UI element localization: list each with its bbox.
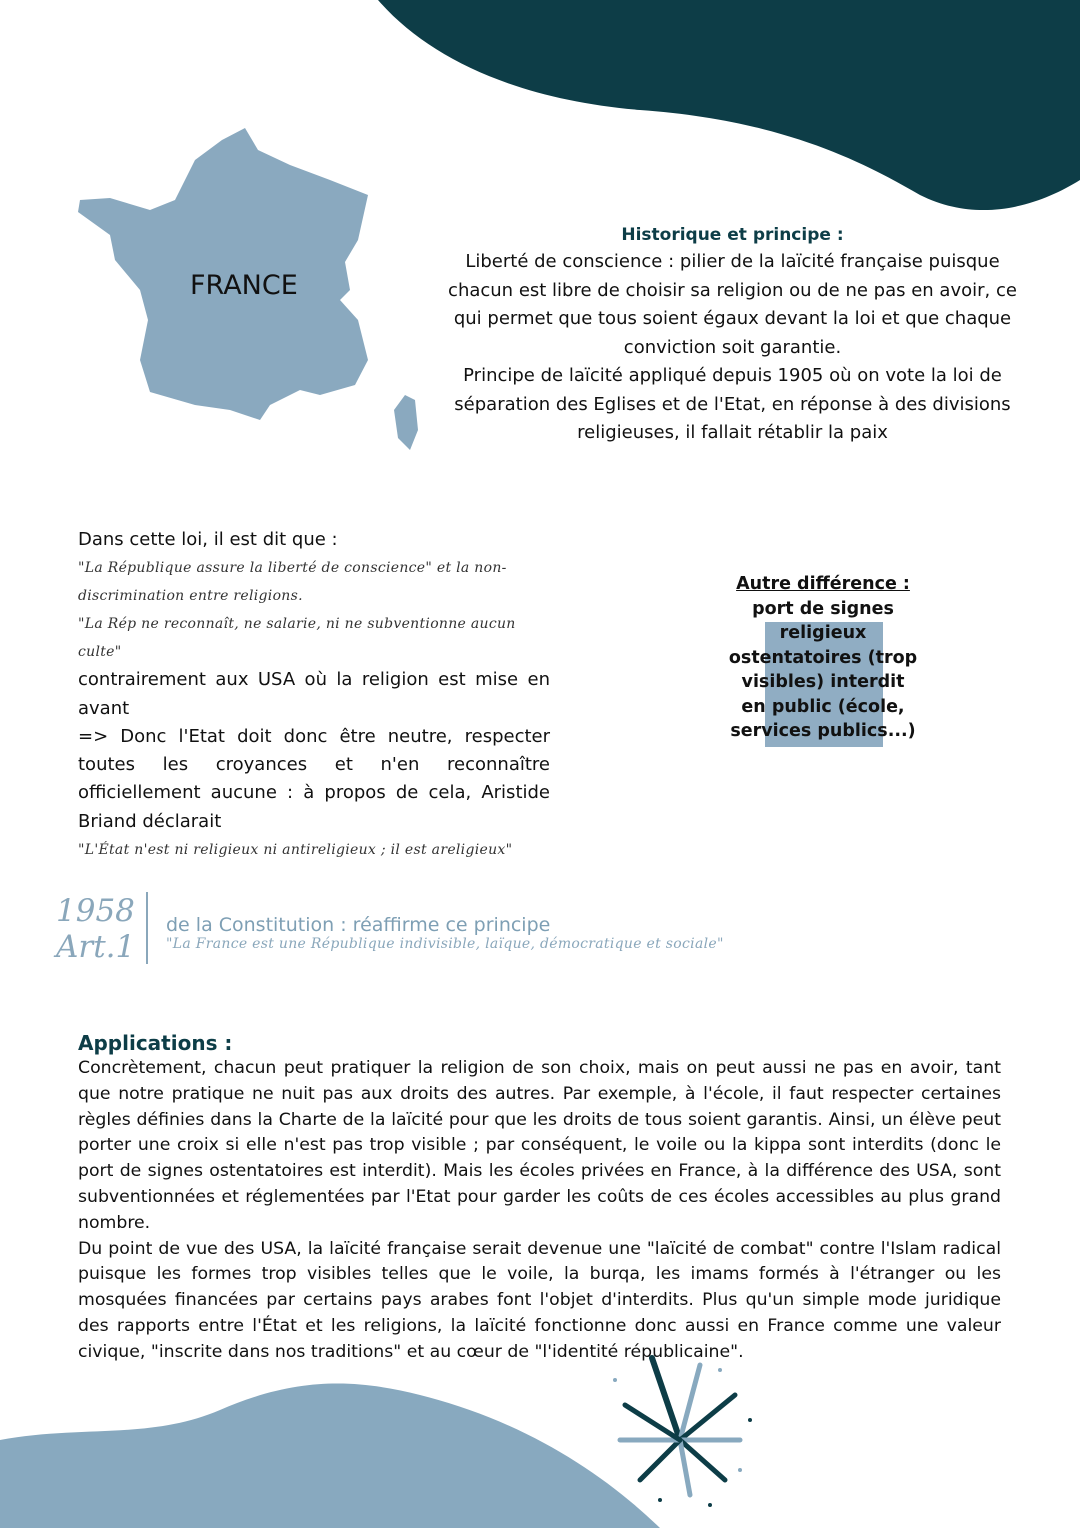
bottom-wave [0, 1384, 660, 1528]
article-number: Art.1 [56, 929, 136, 965]
historique-section [440, 222, 1025, 448]
article-text: de la Constitution : réaffirme ce principe [166, 914, 551, 936]
autre-title: Autre différence : [736, 574, 910, 594]
quote-republique: "La République assure la liberté de conscience" et la non-discrimination entre religions. [78, 560, 507, 605]
firework-icon [613, 1358, 752, 1507]
autre-text: port de signes religieux ostentatoires (trop visibles) interdit en public (école, services publics...) [728, 598, 918, 741]
historique-paragraph-2: Principe de laïcité appliqué depuis 1905 où on vote la loi de séparation des Eglises et de l'Etat, en réponse à des divisions religieuses, il fallait rétablir la paix [454, 365, 1011, 443]
loi-text-1: contrairement aux USA où la religion est mise en avant [78, 669, 550, 719]
loi-intro: Dans cette loi, il est dit que : [78, 529, 338, 550]
historique-title: Historique et principe : [621, 225, 844, 245]
article-label [56, 893, 135, 965]
loi-section [78, 526, 550, 864]
article-divider [146, 892, 148, 964]
article-year: 1958 [56, 893, 135, 929]
map-label: FRANCE [190, 270, 298, 301]
article-quote: "La France est une République indivisible, laïque, démocratique et sociale" [166, 936, 724, 952]
quote-rep: "La Rép ne reconnaît, ne salarie, ni ne subventionne aucun culte" [78, 616, 516, 661]
autre-difference-box [728, 572, 918, 744]
applications-section [78, 1030, 1001, 1366]
quote-briand: "L'État n'est ni religieux ni antireligieux ; il est areligieux" [78, 842, 513, 859]
applications-paragraph-2: Du point de vue des USA, la laïcité française serait devenue une "laïcité de combat" contre l'Islam radical puisque les formes trop visibles telles que le voile, la burqa, les imams formés à l'étranger ou les mosquées financées par certains pays arabes font l'objet d'interdits. Plus qu'un simple mode juridique des rapports entre l'État et les religions, la laïcité fonctionne donc aussi en France comme une valeur civique, "inscrite dans nos traditions" et au cœur de "l'identité républicaine". [78, 1238, 1001, 1362]
historique-paragraph-1: Liberté de conscience : pilier de la laïcité française puisque chacun est libre de choisir sa religion ou de ne pas en avoir, ce qui permet que tous soient égaux devant la loi et que chaque conviction soit garantie. [448, 251, 1017, 358]
top-wave [378, 0, 1080, 210]
applications-paragraph-1: Concrètement, chacun peut pratiquer la religion de son choix, mais on peut aussi ne pas en avoir, tant que notre pratique ne nuit pas aux droits des autres. Par exemple, à l'école, il faut respecter certaines règles définies dans la Charte de la laïcité pour que les droits de tous soient garantis. Ainsi, un élève peut porter une croix si elle n'est pas trop visible ; par conséquent, le voile ou la kippa sont interdits (donc le port de signes ostentatoires est interdit). Mais les écoles privées en France, à la différence des USA, sont subventionnées et réglementées par l'Etat pour garder les coûts de ces écoles accessibles au plus grand nombre. [78, 1058, 1001, 1233]
article-content [166, 914, 724, 952]
applications-title: Applications : [78, 1031, 233, 1055]
loi-text-2: => Donc l'Etat doit donc être neutre, respecter toutes les croyances et n'en reconnaître officiellement aucune : à propos de cela, Aristide Briand déclarait [78, 725, 550, 832]
